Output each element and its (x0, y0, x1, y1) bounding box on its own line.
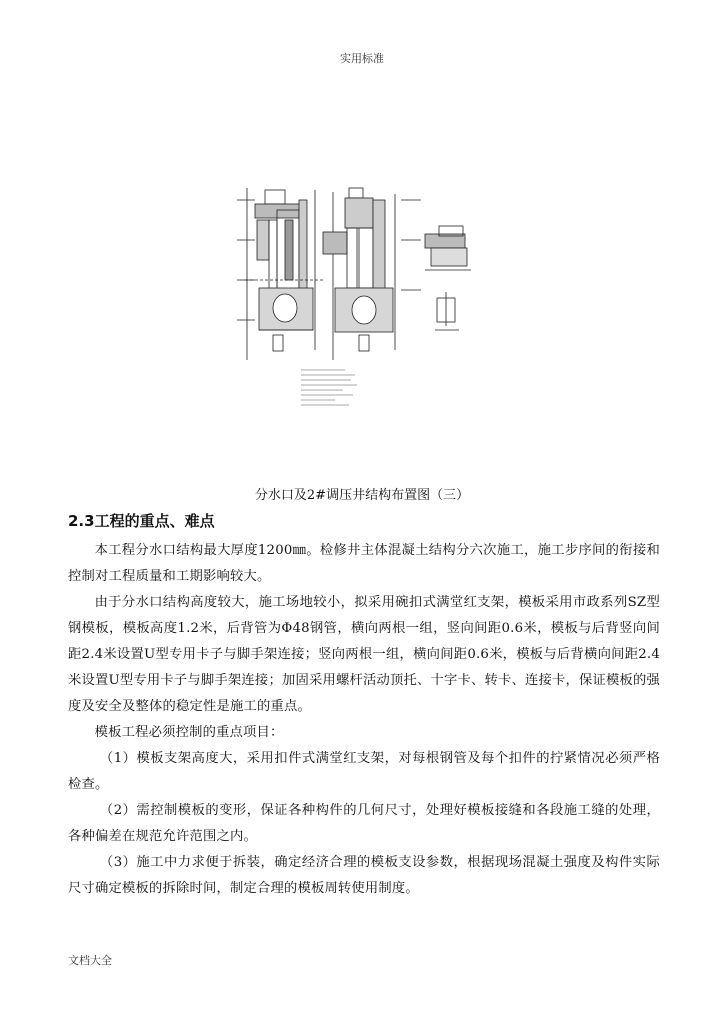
engineering-drawing-icon (225, 180, 495, 420)
list-item: （1）模板支架高度大，采用扣件式满堂红支架，对每根钢管及每个扣件的拧紧情况必须严格检查。 (68, 751, 660, 792)
page-footer: 文档大全 (68, 954, 112, 967)
section-title: 2.3工程的重点、难点 (68, 512, 215, 530)
paragraph: 模板工程必须控制的重点项目： (94, 725, 284, 740)
list-item: （2）需控制模板的变形，保证各种构件的几何尺寸，处理好模板接缝和各段施工缝的处理，各种偏差在规范允许范围之内。 (68, 803, 660, 844)
paragraph: 本工程分水口结构最大厚度1200㎜。检修井主体混凝土结构分六次施工，施工步序间的衔接和控制对工程质量和工期影响较大。 (68, 543, 660, 584)
paragraph: 由于分水口结构高度较大，施工场地较小，拟采用碗扣式满堂红支架，模板采用市政系列SZ型钢模板，模板高度1.2米，后背管为Φ48钢管，横向两根一组，竖向间距0.6米，模板与后背竖向间距2.4米设置U型专用卡子与脚手架连接；竖向两根一组，横向间距0.6米，模板与后背横向间距2.4米设置U型专用卡子与脚手架连接；加固采用螺杆活动顶托、十字卡、转卡、连接卡，保证模板的强度及安全及整体的稳定性是施工的重点。 (68, 595, 660, 714)
figure-caption: 分水口及2#调压井结构布置图（三） (254, 488, 470, 503)
list-item: （3）施工中力求便于拆装，确定经济合理的模板支设参数，根据现场混凝土强度及构件实际尺寸确定模板的拆除时间，制定合理的模板周转使用制度。 (68, 855, 660, 896)
page-header: 实用标准 (340, 52, 384, 65)
body-text (68, 538, 660, 902)
structure-drawing (225, 180, 495, 420)
